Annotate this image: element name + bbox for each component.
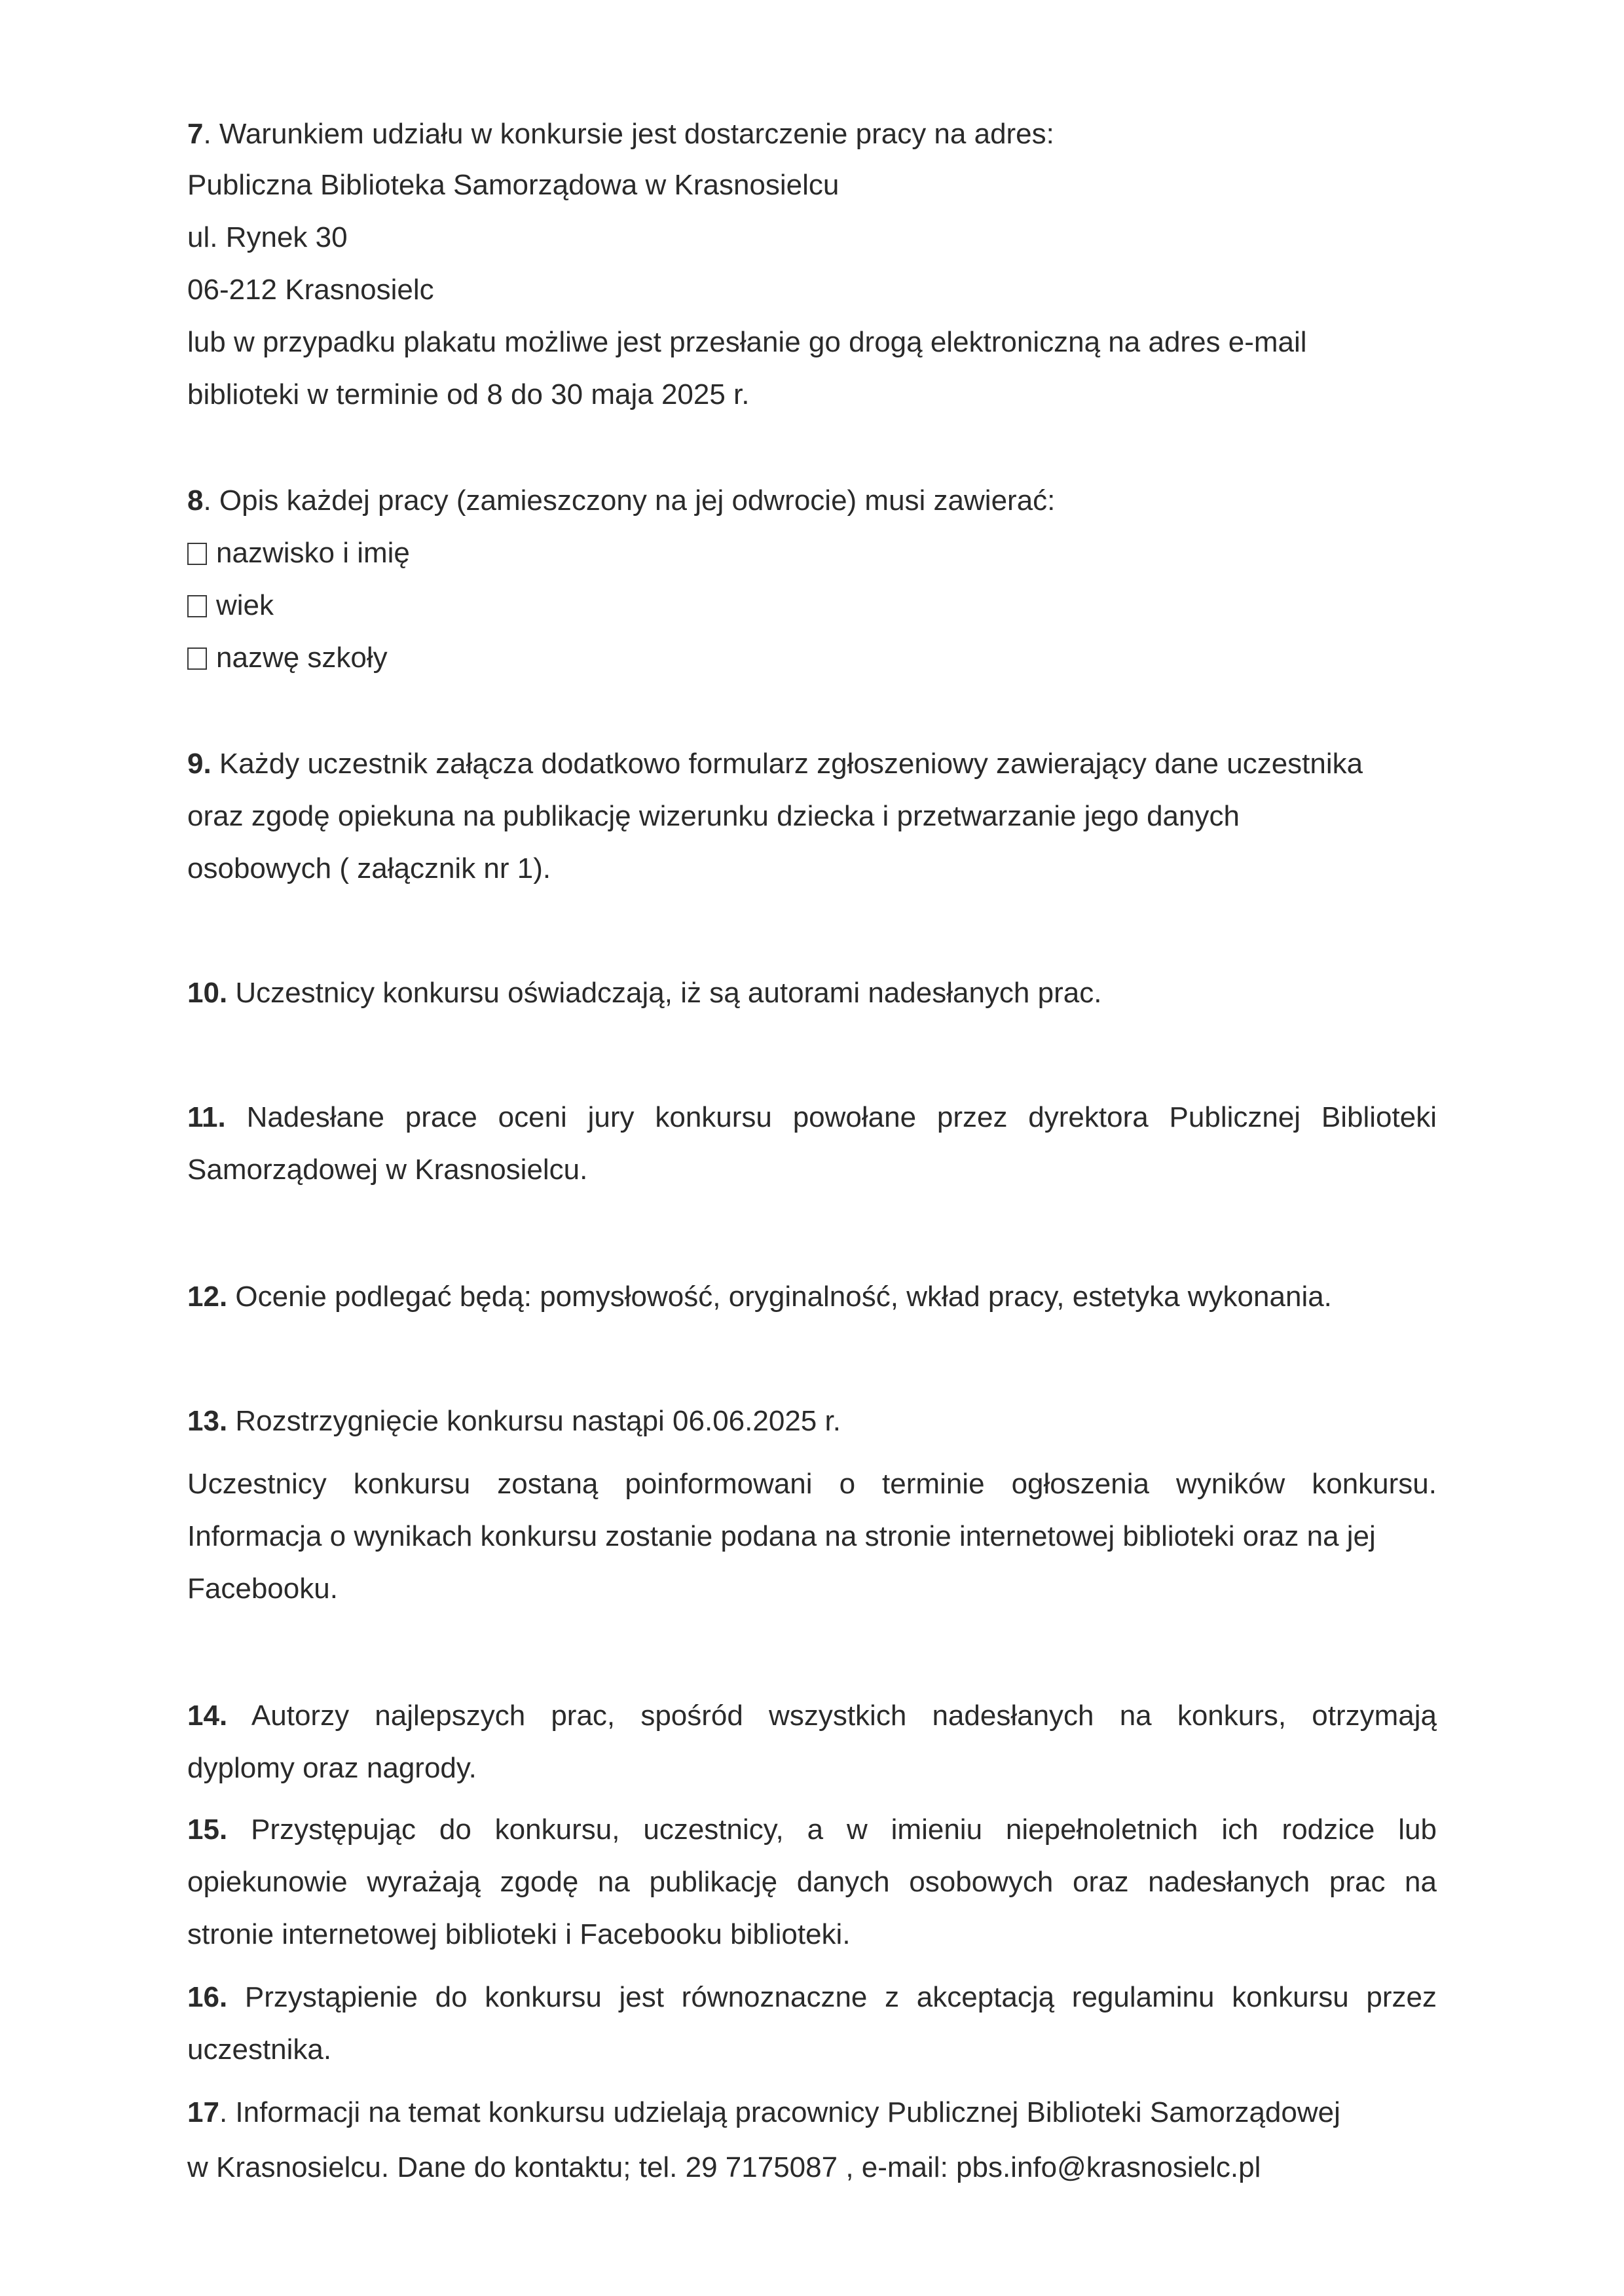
point-7-text: . Warunkiem udziału w konkursie jest dostarczenie pracy na adres: — [203, 118, 1054, 150]
point-10 — [187, 975, 1101, 1011]
point-17-line-2: w Krasnosielcu. Dane do kontaktu; tel. 29 7175087 , e-mail: pbs.info@krasnosielc.pl — [187, 2151, 1261, 2183]
point-13-heading — [187, 1404, 841, 1439]
point-7-line-6: biblioteki w terminie od 8 do 30 maja 2025 r. — [187, 378, 750, 410]
point-11-text: Nadesłane prace oceni jury konkursu powołane przez dyrektora Publicznej Biblioteki — [225, 1101, 1437, 1133]
point-number: 9. — [187, 748, 212, 780]
point-17-line-1 — [187, 2095, 1340, 2130]
point-14-text: Autorzy najlepszych prac, spośród wszystkich nadesłanych na konkurs, otrzymają — [227, 1700, 1437, 1732]
point-13-line-3: Informacja o wynikach konkursu zostanie podana na stronie internetowej biblioteki oraz na jej — [187, 1520, 1376, 1552]
point-16-line-1 — [187, 1980, 1437, 2015]
list-item-label: nazwę szkoły — [216, 642, 388, 674]
point-13-line-4: Facebooku. — [187, 1573, 338, 1605]
list-item — [187, 588, 274, 623]
point-15-text: Przystępując do konkursu, uczestnicy, a w imieniu niepełnoletnich ich rodzice lub — [227, 1813, 1437, 1846]
checkbox-bullet-icon — [187, 647, 207, 670]
point-number: 14. — [187, 1700, 228, 1732]
point-12 — [187, 1279, 1332, 1315]
point-number: 8 — [187, 484, 204, 517]
point-7-heading — [187, 117, 1054, 152]
point-13-text: Rozstrzygnięcie konkursu nastąpi 06.06.2025 r. — [227, 1405, 841, 1437]
point-number: 17 — [187, 2096, 219, 2128]
point-number: 15. — [187, 1813, 228, 1846]
checkbox-bullet-icon — [187, 595, 207, 617]
point-15-line-2: opiekunowie wyrażają zgodę na publikację danych osobowych oraz nadesłanych prac na — [187, 1866, 1437, 1898]
point-8-text: . Opis każdej pracy (zamieszczony na jej odwrocie) musi zawierać: — [203, 484, 1056, 517]
list-item — [187, 536, 410, 571]
point-number: 10. — [187, 977, 228, 1009]
point-14-line-1 — [187, 1698, 1437, 1734]
point-10-text: Uczestnicy konkursu oświadczają, iż są autorami nadesłanych prac. — [227, 977, 1102, 1009]
checkbox-bullet-icon — [187, 543, 207, 565]
point-9-line-2: oraz zgodę opiekuna na publikację wizerunku dziecka i przetwarzanie jego danych — [187, 800, 1240, 832]
point-number: 12. — [187, 1281, 228, 1313]
point-7-line-5: lub w przypadku plakatu możliwe jest przesłanie go drogą elektroniczną na adres e-mail — [187, 326, 1307, 358]
point-16-text: Przystąpienie do konkursu jest równoznaczne z akceptacją regulaminu konkursu przez — [227, 1981, 1437, 2013]
point-13-line-2: Uczestnicy konkursu zostaną poinformowani o terminie ogłoszenia wyników konkursu. — [187, 1468, 1437, 1500]
point-9-line-3: osobowych ( załącznik nr 1). — [187, 852, 551, 884]
point-8-heading — [187, 483, 1055, 519]
point-11-line-1 — [187, 1100, 1437, 1135]
list-item-label: wiek — [216, 589, 274, 621]
list-item-label: nazwisko i imię — [216, 537, 410, 569]
point-15-line-1 — [187, 1812, 1437, 1848]
point-number: 7 — [187, 118, 204, 150]
address-line-1: Publiczna Biblioteka Samorządowa w Krasnosielcu — [187, 169, 840, 201]
point-15-line-3: stronie internetowej biblioteki i Facebooku biblioteki. — [187, 1918, 851, 1950]
point-17-text: . Informacji na temat konkursu udzielają pracownicy Publicznej Biblioteki Samorządowej — [219, 2096, 1340, 2128]
point-11-line-2: Samorządowej w Krasnosielcu. — [187, 1154, 588, 1186]
point-9-text: Każdy uczestnik załącza dodatkowo formularz zgłoszeniowy zawierający dane uczestnika — [211, 748, 1363, 780]
point-9-line-1 — [187, 746, 1363, 782]
point-12-text: Ocenie podlegać będą: pomysłowość, oryginalność, wkład pracy, estetyka wykonania. — [227, 1281, 1332, 1313]
point-number: 16. — [187, 1981, 228, 2013]
point-number: 13. — [187, 1405, 228, 1437]
address-line-3: 06-212 Krasnosielc — [187, 274, 434, 306]
point-number: 11. — [187, 1101, 226, 1133]
point-14-line-2: dyplomy oraz nagrody. — [187, 1752, 477, 1784]
point-16-line-2: uczestnika. — [187, 2033, 332, 2066]
address-line-2: ul. Rynek 30 — [187, 221, 348, 253]
list-item — [187, 640, 388, 676]
